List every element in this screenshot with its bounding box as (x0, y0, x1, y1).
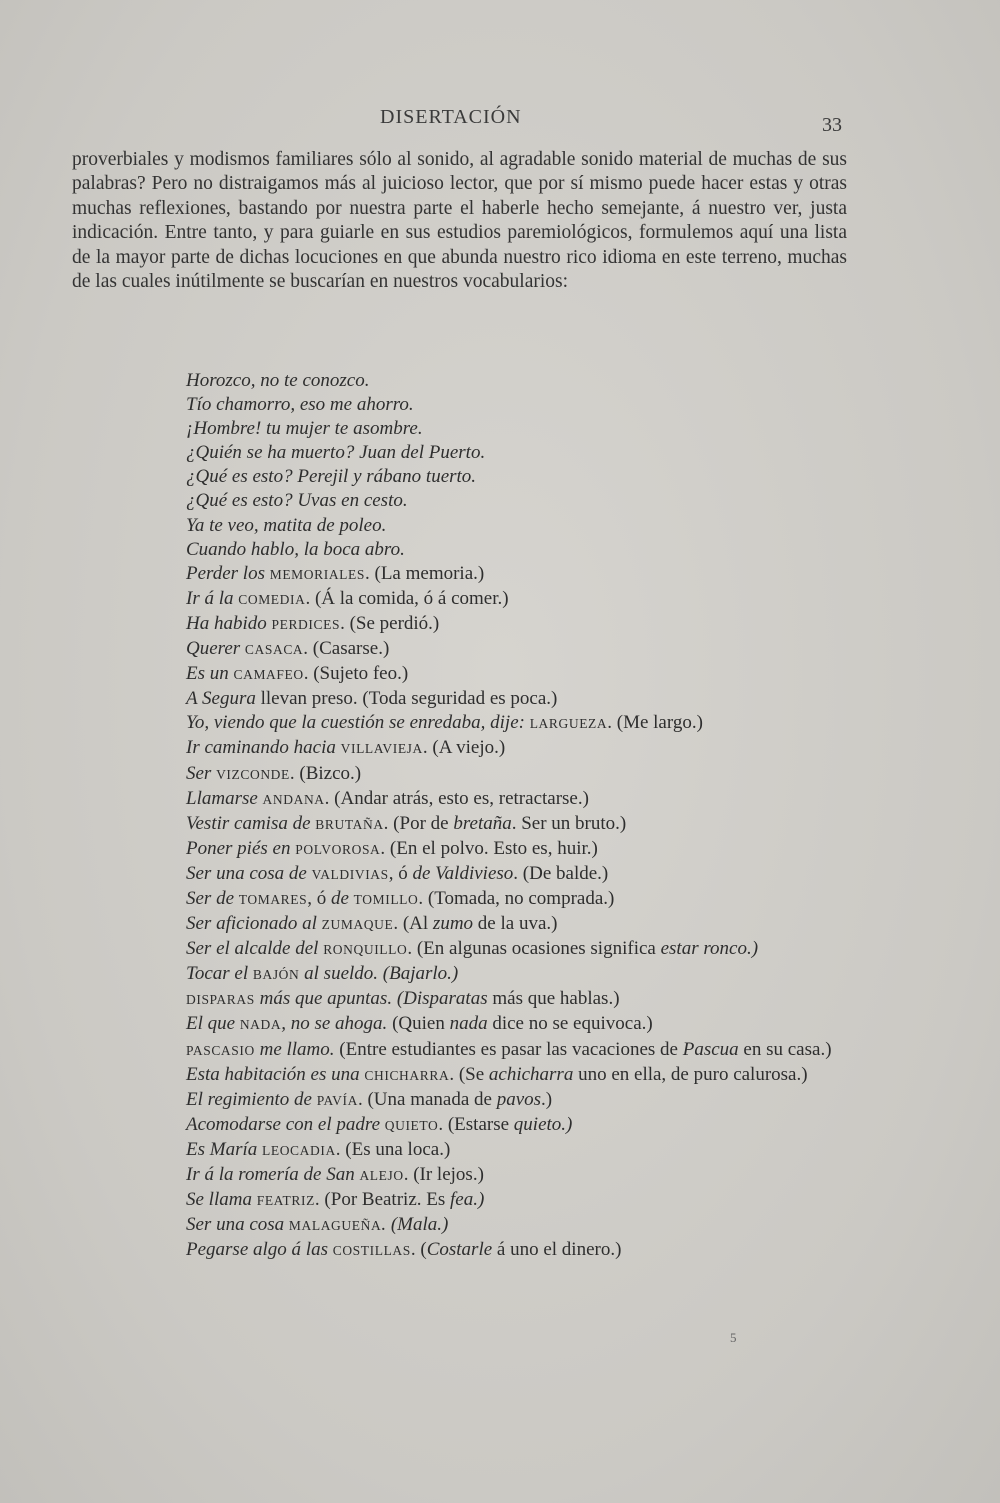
proverb-segment: Ser una cosa de (186, 862, 312, 884)
proverb-segment: COSTILLAS (332, 1243, 411, 1259)
proverb-segment: COMEDIA (238, 591, 306, 607)
proverb-segment: bretaña (453, 812, 512, 834)
proverb-segment: . (En algunas ocasiones significa (407, 938, 661, 960)
proverb-segment: . (Ir lejos.) (403, 1164, 484, 1185)
proverb-segment: Querer (186, 638, 245, 660)
proverb-segment: Ya te veo, matita de poleo. (186, 514, 387, 536)
proverb-segment: Acomodarse con el padre (186, 1113, 385, 1135)
proverb-segment: Se llama (186, 1189, 257, 1211)
proverb-entry (186, 489, 846, 513)
proverb-segment: VIZCONDE (216, 766, 290, 782)
proverb-segment: Pegarse algo á las (186, 1239, 333, 1261)
proverb-segment: . (Casarse.) (303, 638, 390, 660)
proverb-segment: Tocar el (186, 963, 253, 985)
proverb-segment: PERDICES (271, 616, 341, 632)
proverb-entry (186, 1163, 846, 1188)
proverb-segment: Esta habitación es una (186, 1063, 365, 1085)
proverb-entry (186, 912, 846, 937)
proverb-segment: quieto.) (513, 1113, 573, 1135)
proverb-segment: . (De balde.) (513, 862, 609, 884)
proverb-entry (186, 637, 846, 662)
proverb-segment: nada (449, 1013, 488, 1035)
proverb-entry (186, 1213, 846, 1238)
proverb-entry (186, 762, 846, 787)
proverb-segment: . (Bizco.) (289, 762, 362, 784)
proverb-segment: ¿Qué es esto? Perejil y rábano tuerto. (186, 466, 477, 488)
proverb-segment: BAJÓN (252, 967, 300, 983)
proverb-segment: , ó (388, 862, 413, 884)
proverb-segment: (Quien (387, 1013, 450, 1035)
proverb-segment: Vestir camisa de (186, 812, 316, 834)
proverb-segment: ZUMAQUE (321, 917, 394, 933)
proverb-segment: TOMARES (238, 891, 308, 907)
proverb-segment: BRUTAÑA (315, 816, 384, 832)
proverb-segment: Ha habido (186, 612, 272, 634)
proverb-segment: LARGUEZA (529, 716, 608, 732)
proverb-segment: VILLAVIEJA (340, 741, 423, 757)
proverb-entry (186, 662, 846, 687)
proverb-segment: TOMILLO (353, 891, 419, 907)
signature-mark: 5 (730, 1330, 737, 1345)
proverb-entry (186, 962, 846, 987)
proverb-segment: de la uva.) (473, 913, 558, 935)
proverb-segment: uno en ella, de puro calurosa.) (573, 1063, 808, 1085)
proverb-entry (186, 514, 846, 538)
proverb-segment: . (Estarse (438, 1113, 514, 1135)
proverb-list (186, 369, 846, 1263)
proverb-segment: ¿Qué es esto? Uvas en cesto. (186, 490, 408, 512)
proverb-entry (186, 862, 846, 887)
proverb-segment: . (La memoria.) (365, 562, 485, 584)
proverb-segment: . (Por de (383, 812, 454, 834)
proverb-segment: . (Mala.) (381, 1214, 449, 1236)
proverb-segment: Ser (186, 762, 217, 784)
proverb-segment: Ser aficionado al (186, 913, 322, 935)
proverb-segment: Tío chamorro, eso me ahorro. (186, 394, 414, 416)
proverb-entry (186, 441, 846, 465)
proverb-entry (186, 687, 846, 711)
proverb-segment: , ó (307, 887, 331, 909)
running-head: DISERTACIÓN (380, 106, 522, 128)
proverb-segment: DISPARAS (186, 992, 255, 1008)
proverb-segment: CHICHARRA (364, 1067, 450, 1083)
proverb-entry (186, 887, 846, 912)
proverb-segment: . (Al (393, 913, 433, 935)
proverb-segment: , no se ahoga. (281, 1013, 388, 1035)
proverb-segment: más que apuntas. (Disparatas (254, 988, 488, 1010)
proverb-segment: ¡Hombre! tu mujer te asombre. (186, 418, 423, 440)
proverb-segment: estar ronco.) (660, 938, 759, 960)
proverb-entry (186, 562, 846, 587)
proverb-segment: A Segura (186, 688, 256, 710)
proverb-segment: LEOCADIA (262, 1142, 336, 1158)
proverb-segment: POLVOROSA (295, 841, 381, 857)
proverb-segment: . (Es una loca.) (335, 1138, 451, 1160)
proverb-segment: . (Por Beatriz. Es (314, 1189, 450, 1211)
proverb-segment: dice no se equivoca.) (487, 1013, 653, 1035)
page-header (0, 106, 1000, 136)
proverb-segment: El regimiento de (186, 1088, 317, 1110)
proverb-segment: Ir á la (186, 587, 239, 609)
proverb-segment: Ser el alcalde del (186, 938, 324, 960)
proverb-entry (186, 1188, 846, 1213)
proverb-segment: me llamo. (254, 1038, 335, 1060)
proverb-segment: . (A viejo.) (422, 737, 506, 759)
proverb-segment: El que (186, 1013, 240, 1035)
proverb-entry (186, 787, 846, 812)
proverb-entry (186, 1113, 846, 1138)
proverb-segment: . (Me largo.) (607, 712, 703, 734)
proverb-entry (186, 736, 846, 761)
proverb-entry (186, 612, 846, 637)
proverb-entry (186, 369, 846, 393)
proverb-segment: Llamarse (186, 787, 263, 809)
proverb-segment: . (Andar atrás, esto es, retractarse.) (324, 787, 589, 809)
proverb-segment: . (Tomada, no comprada.) (418, 887, 615, 909)
proverb-segment: Perder los (186, 562, 270, 584)
proverb-segment: Ir caminando hacia (186, 737, 341, 759)
page-number: 33 (822, 114, 842, 136)
proverb-segment: Poner piés en (186, 837, 296, 859)
proverb-segment: zumo (432, 913, 474, 935)
proverb-segment: .) (541, 1088, 553, 1110)
proverb-entry (186, 1138, 846, 1163)
proverb-segment: fea.) (450, 1189, 485, 1211)
proverb-segment: PASCASIO (186, 1042, 255, 1058)
proverb-entry (186, 987, 846, 1012)
proverb-entry (186, 937, 846, 962)
proverb-segment: . (Á la comida, ó á comer.) (305, 587, 509, 609)
proverb-segment: Costarle (426, 1239, 493, 1261)
proverb-segment: VALDIVIAS (311, 866, 389, 882)
proverb-entry (186, 465, 846, 489)
proverb-segment: NADA (239, 1017, 282, 1033)
proverb-segment: ALEJO (359, 1168, 404, 1183)
proverb-segment: más que hablas.) (487, 988, 620, 1010)
proverb-segment: . Ser un bruto.) (511, 812, 627, 834)
proverb-segment: llevan preso. (Toda seguridad es poca.) (255, 688, 558, 710)
proverb-segment: . ( (410, 1239, 427, 1261)
proverb-segment: de (330, 887, 354, 909)
proverb-segment: RONQUILLO (323, 942, 408, 958)
proverb-segment: CASACA (244, 642, 304, 658)
proverb-entry (186, 1038, 846, 1063)
proverb-segment: . (Se perdió.) (340, 612, 440, 634)
proverb-segment: ANDANA (262, 791, 325, 807)
proverb-segment: . (Una manada de (357, 1088, 497, 1110)
proverb-segment: . (Se (449, 1063, 489, 1085)
proverb-segment: al sueldo. (Bajarlo.) (299, 963, 459, 985)
intro-paragraph: proverbiales y modismos familiares sólo al sonido, al agradable sonido material de muchas de sus palabras? Pero no distraigamos más al juicioso lector, que por sí mismo puede hacer estas y otras muchas reflexiones, bastando por nuestra parte el haberle hecho semejante, á nuestro ver, justa indicación. Entre tanto, y para guiarle en sus estudios paremiológicos, formulemos aquí una lista de la mayor parte de dichas locuciones en que abunda nuestro rico idioma en este terreno, muchas de las cuales inútilmente se buscarían en nuestros vocabularios: (72, 149, 847, 293)
proverb-segment: QUIETO (384, 1117, 439, 1133)
proverb-segment: Ser una cosa (186, 1214, 289, 1236)
proverb-segment: Es un (186, 663, 234, 685)
proverb-entry (186, 538, 846, 562)
proverb-segment: CAMAFEO (233, 667, 304, 683)
proverb-segment: Cuando hablo, la boca abro. (186, 538, 405, 560)
proverb-segment: Ir á la romería de San (186, 1164, 360, 1185)
proverb-segment: Es María (186, 1138, 262, 1160)
proverb-segment: Horozco, no te conozco. (186, 370, 370, 391)
proverb-segment: . (Sujeto feo.) (303, 663, 409, 685)
proverb-segment: Ser de (186, 887, 239, 909)
proverb-segment: MALAGUEÑA (288, 1218, 382, 1234)
proverb-segment: MEMORIALES (269, 566, 365, 582)
proverb-segment: de Valdivieso (412, 862, 514, 884)
proverb-segment: achicharra (488, 1063, 574, 1085)
proverb-segment: Pascua (682, 1038, 739, 1060)
proverb-segment: Yo, viendo que la cuestión se enredaba, dije: (186, 712, 530, 734)
proverb-segment: pavos (496, 1088, 542, 1110)
proverb-entry (186, 1012, 846, 1037)
proverb-entry (186, 1088, 846, 1113)
proverb-segment: ¿Quién se ha muerto? Juan del Puerto. (186, 442, 486, 464)
proverb-entry (186, 417, 846, 441)
proverb-entry (186, 837, 846, 862)
proverb-entry (186, 711, 846, 736)
proverb-entry (186, 587, 846, 612)
proverb-segment: (Entre estudiantes es pasar las vacaciones de (334, 1038, 683, 1060)
proverb-entry (186, 393, 846, 417)
proverb-segment: en su casa.) (738, 1038, 832, 1060)
proverb-segment: PAVÍA (316, 1092, 358, 1108)
proverb-entry (186, 1063, 846, 1088)
proverb-segment: á uno el dinero.) (492, 1239, 622, 1261)
proverb-entry (186, 1238, 846, 1263)
proverb-segment: . (En el polvo. Esto es, huir.) (380, 837, 598, 859)
proverb-entry (186, 812, 846, 837)
proverb-segment: FEATRIZ (256, 1193, 315, 1209)
